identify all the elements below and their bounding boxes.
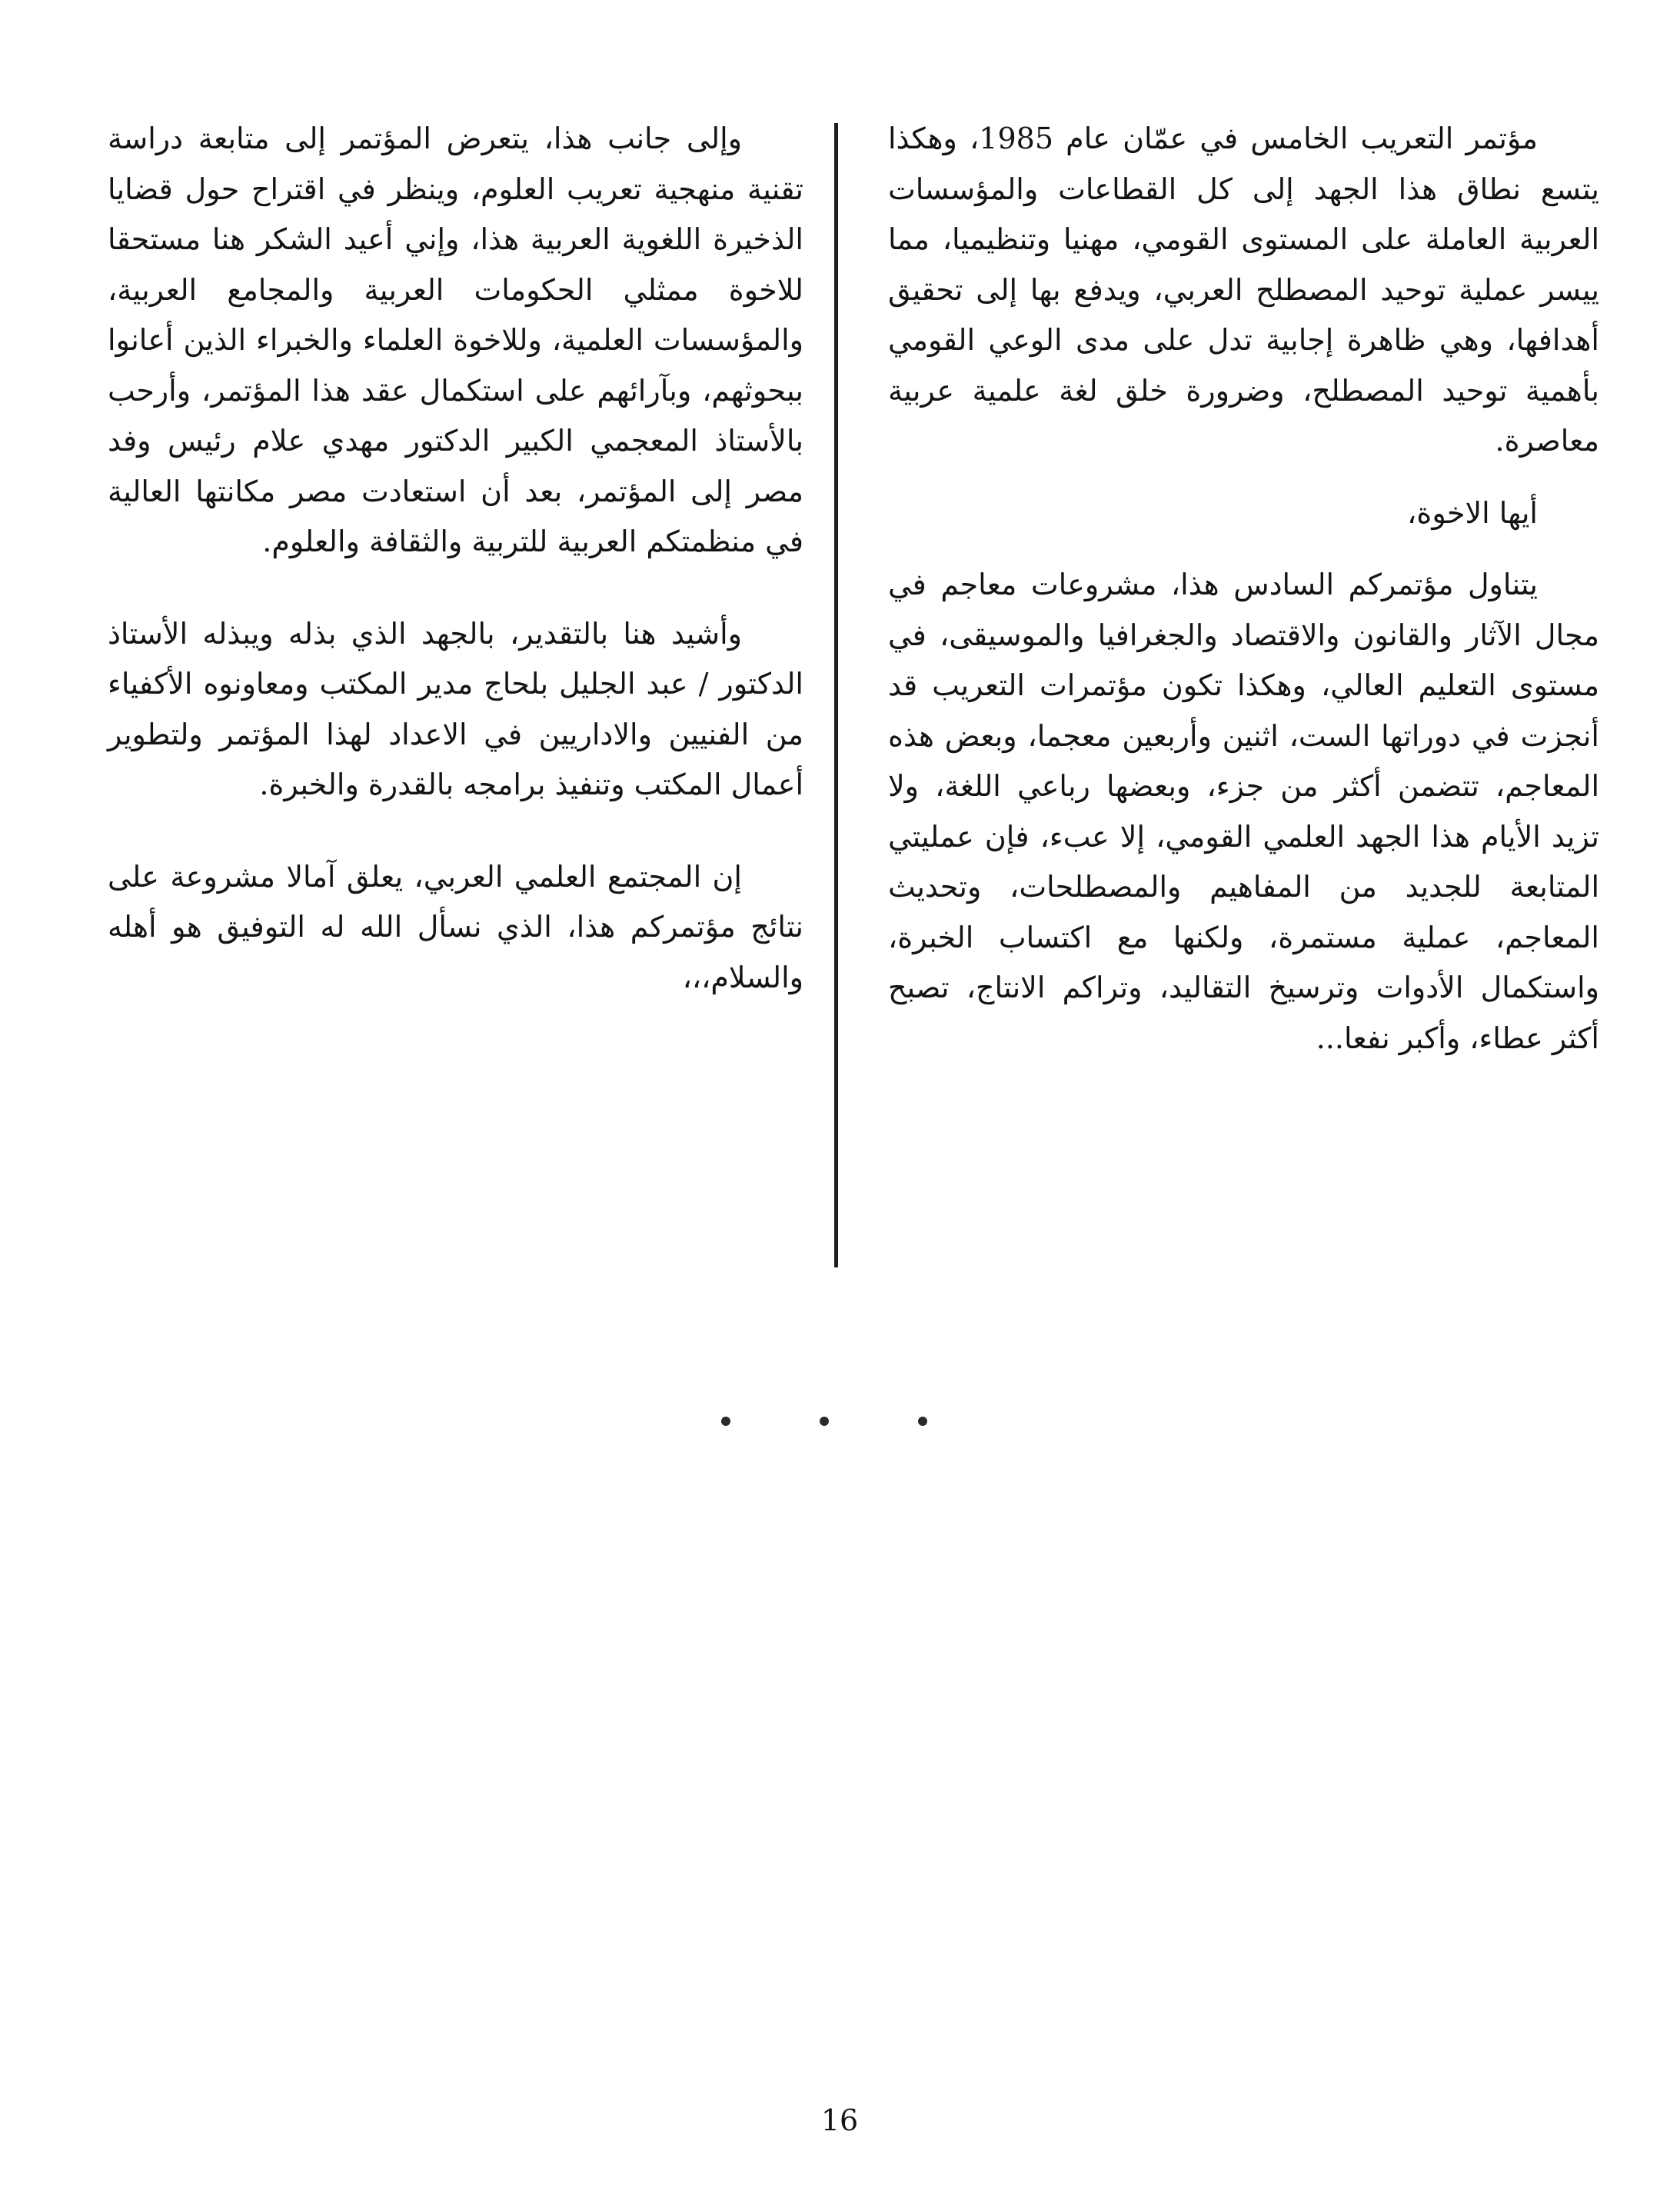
paragraph: وإلى جانب هذا، يتعرض المؤتمر إلى متابعة دراسة تقنية منهجية تعريب العلوم، وينظر في اقتراح حول قضايا الذخيرة اللغوية العربية هذا، وإني أعيد الشكر هنا مستحقا للاخوة ممثلي الحكومات العربية والمجامع العربية، والمؤسسات العلمية، وللاخوة العلماء والخبراء الذين أعانوا ببحوثهم، وبآرائهم على استكمال عقد هذا المؤتمر، وأرحب بالأستاذ المعجمي الكبير الدكتور مهدي علام رئيس وفد مصر إلى المؤتمر، بعد أن استعادت مصر مكانتها العالية في منظمتكم العربية للتربية والثقافة والعلوم. xyxy=(108,122,803,558)
section-separator xyxy=(0,1414,1680,1429)
page-number: 16 xyxy=(820,2103,859,2137)
paragraph: أيها الاخوة، xyxy=(1407,495,1538,530)
left-text-column xyxy=(108,114,803,1003)
separator-dot xyxy=(820,1417,829,1426)
paragraph: إن المجتمع العلمي العربي، يعلق آمالا مشروعة على نتائج مؤتمركم هذا، الذي نسأل الله له التوفيق هو أهله والسلام،،، xyxy=(108,859,803,994)
paragraph: وأشيد هنا بالتقدير، بالجهد الذي بذله ويبذله الأستاذ الدكتور / عبد الجليل بلحاج مدير المكتب ومعاونوه الأكفياء من الفنيين والاداريين في الاعداد لهذا المؤتمر ولتطوير أعمال المكتب وتنفيذ برامجه بالقدرة والخبرة. xyxy=(108,616,803,801)
paragraph: مؤتمر التعريب الخامس في عمّان عام 1985، وهكذا يتسع نطاق هذا الجهد إلى كل القطاعات والمؤسسات العربية العاملة على المستوى القومي، مهنيا وتنظيميا، مما ييسر عملية توحيد المصطلح العربي، ويدفع بها إلى تحقيق أهدافها، وهي ظاهرة إجابية تدل على مدى الوعي القومي بأهمية توحيد المصطلح، وضرورة خلق لغة علمية عربية معاصرة. xyxy=(888,122,1599,458)
separator-dot xyxy=(721,1417,730,1426)
column-divider xyxy=(834,123,838,1267)
paragraph: يتناول مؤتمركم السادس هذا، مشروعات معاجم في مجال الآثار والقانون والاقتصاد والجغرافيا والموسيقى، في مستوى التعليم العالي، وهكذا تكون مؤتمرات التعريب قد أنجزت في دوراتها الست، اثنين وأربعين معجما، وبعض هذه المعاجم، تتضمن أكثر من جزء، وبعضها رباعي اللغة، ولا تزيد الأيام هذا الجهد العلمي القومي، إلا عبء، فإن عمليتي المتابعة للجديد من المفاهيم والمصطلحات، وتحديث المعاجم، عملية مستمرة، ولكنها مع اكتساب الخبرة، واستكمال الأدوات وترسيخ التقاليد، وتراكم الانتاج، تصبح أكثر عطاء، وأكبر نفعا... xyxy=(888,568,1599,1055)
separator-dot xyxy=(918,1417,927,1426)
right-text-column xyxy=(888,114,1599,1064)
